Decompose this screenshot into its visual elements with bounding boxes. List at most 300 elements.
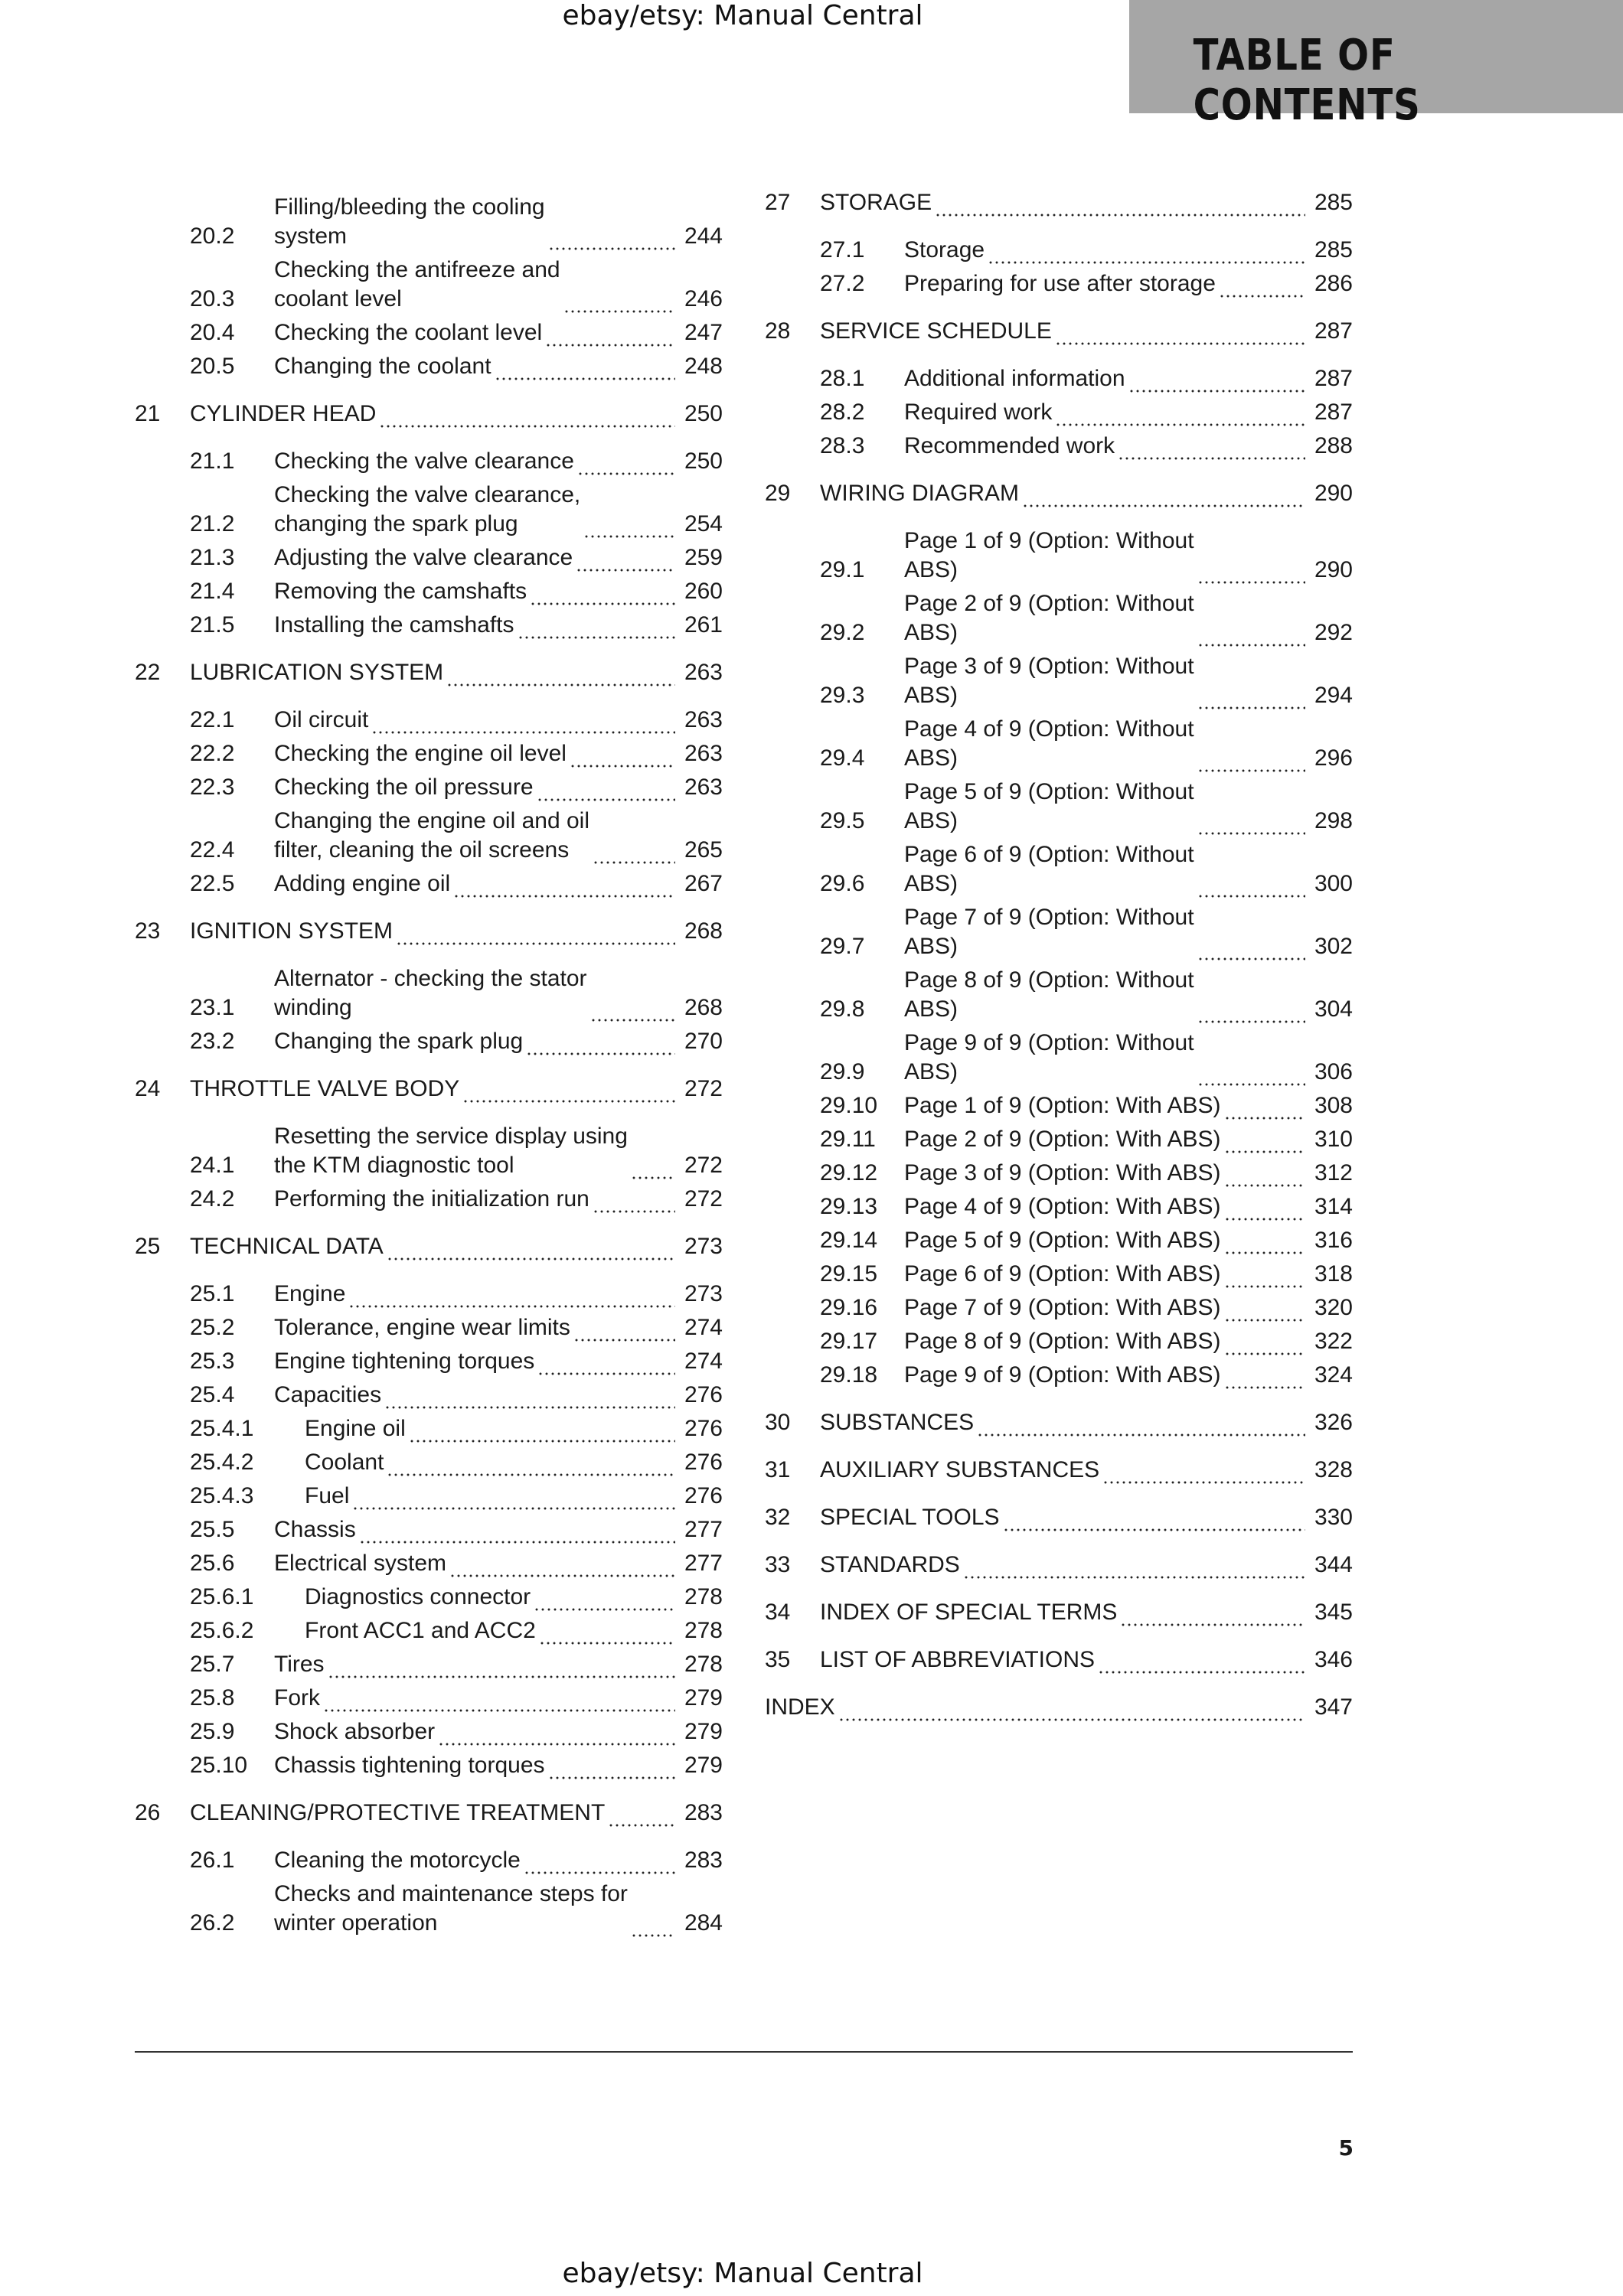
toc-entry[interactable] — [135, 1846, 723, 1875]
toc-entry-title-line: Tires — [274, 1652, 325, 1677]
toc-entry-title-line: Page 5 of 9 (Option: Without — [904, 779, 1194, 804]
toc-entry-number: 20.5 — [190, 354, 235, 379]
toc-entry[interactable] — [135, 352, 723, 381]
dot-leader — [323, 1690, 675, 1713]
toc-entry-title — [904, 966, 1308, 1024]
toc-entry-title — [904, 840, 1308, 899]
toc-entry-title — [274, 1313, 678, 1342]
toc-entry-title-line: Alternator - checking the stator — [274, 966, 587, 991]
toc-entry-page: 288 — [1314, 433, 1353, 458]
toc-entry-title — [274, 1515, 678, 1544]
toc-entry-title — [904, 715, 1308, 773]
toc-entry-number: 29.4 — [820, 745, 865, 771]
dot-leader — [526, 1033, 675, 1056]
dot-leader — [1197, 938, 1305, 961]
dot-leader — [590, 1000, 675, 1022]
toc-entry[interactable] — [765, 1693, 1353, 1722]
toc-entry[interactable] — [135, 1616, 723, 1645]
toc-entry-number: 25.6.1 — [190, 1584, 254, 1609]
toc-entry-title — [820, 479, 1308, 508]
toc-entry[interactable] — [135, 400, 723, 429]
toc-entry[interactable] — [765, 1226, 1353, 1255]
toc-entry-title — [904, 398, 1308, 427]
toc-entry[interactable] — [765, 236, 1353, 265]
toc-entry[interactable] — [765, 778, 1353, 836]
toc-entry-title-line: THROTTLE VALVE BODY — [190, 1076, 460, 1101]
toc-entry-title — [274, 256, 678, 314]
toc-entry-page: 263 — [684, 775, 723, 800]
dot-leader — [1224, 1367, 1305, 1390]
toc-right-column — [765, 188, 1353, 1740]
dot-leader — [1224, 1300, 1305, 1322]
toc-entry-page: 246 — [684, 286, 723, 311]
toc-entry-page: 318 — [1314, 1261, 1353, 1287]
toc-entry-title-line: INDEX OF SPECIAL TERMS — [820, 1600, 1118, 1625]
toc-entry-title — [274, 543, 678, 572]
dot-leader — [387, 1238, 675, 1261]
toc-entry-title — [274, 1185, 678, 1214]
toc-entry-title — [904, 589, 1308, 647]
toc-entry-title-line: Required work — [904, 400, 1053, 425]
dot-leader — [1197, 876, 1305, 899]
toc-entry[interactable] — [765, 589, 1353, 647]
toc-entry-title — [274, 352, 678, 381]
toc-entry-page: 346 — [1314, 1647, 1353, 1672]
toc-entry-title-line: Page 8 of 9 (Option: Without — [904, 967, 1194, 993]
toc-entry-number: 23 — [135, 918, 161, 944]
toc-entry-title-line: Checks and maintenance steps for — [274, 1881, 628, 1906]
toc-entry-number: 24.2 — [190, 1186, 235, 1212]
toc-entry-title — [274, 1717, 678, 1746]
toc-entry-title — [904, 778, 1308, 836]
toc-entry-title — [904, 903, 1308, 961]
toc-entry[interactable] — [135, 1232, 723, 1261]
dot-leader — [988, 242, 1305, 265]
toc-entry[interactable] — [765, 1456, 1353, 1485]
toc-entry[interactable] — [765, 1260, 1353, 1289]
toc-entry-page: 314 — [1314, 1194, 1353, 1219]
toc-entry-title — [904, 269, 1308, 298]
toc-entry-title-line: IGNITION SYSTEM — [190, 918, 394, 944]
dot-leader — [1197, 750, 1305, 773]
toc-entry-title-line: CYLINDER HEAD — [190, 401, 377, 426]
toc-entry-number: 29.13 — [820, 1194, 878, 1219]
toc-entry-title — [904, 1159, 1308, 1188]
toc-left-column — [135, 188, 723, 1938]
toc-entry-title — [274, 1347, 678, 1376]
toc-entry[interactable] — [135, 807, 723, 865]
toc-entry[interactable] — [765, 1645, 1353, 1675]
toc-entry[interactable] — [135, 1880, 723, 1938]
dot-leader — [1118, 438, 1305, 461]
toc-entry-title-line: Shock absorber — [274, 1719, 436, 1744]
toc-entry-number: 25.8 — [190, 1685, 235, 1711]
toc-entry-title — [904, 1029, 1308, 1087]
toc-entry-title-line: Installing the camshafts — [274, 612, 514, 638]
toc-entry-page: 279 — [684, 1685, 723, 1711]
toc-entry[interactable] — [135, 658, 723, 687]
toc-entry-title — [904, 364, 1308, 393]
toc-entry-title — [274, 1684, 678, 1713]
toc-entry-title — [904, 1260, 1308, 1289]
toc-entry-title-line: ABS) — [904, 745, 958, 771]
toc-entry-title — [274, 1381, 678, 1410]
toc-entry[interactable] — [135, 917, 723, 946]
toc-entry[interactable] — [135, 1482, 723, 1511]
toc-entry[interactable] — [765, 479, 1353, 508]
toc-entry-number: 25.10 — [190, 1753, 248, 1778]
toc-entry-page: 296 — [1314, 745, 1353, 771]
toc-entry-title-line: the KTM diagnostic tool — [274, 1153, 514, 1178]
toc-entry-number: 29.16 — [820, 1295, 878, 1320]
toc-entry[interactable] — [135, 1684, 723, 1713]
toc-entry-page: 259 — [684, 545, 723, 570]
toc-entry-number: 29.18 — [820, 1362, 878, 1388]
toc-entry-title — [274, 193, 678, 251]
dot-leader — [548, 1757, 675, 1780]
toc-entry-page: 261 — [684, 612, 723, 638]
toc-entry-page: 268 — [684, 995, 723, 1020]
toc-entry[interactable] — [765, 966, 1353, 1024]
watermark-bottom: ebay/etsy: Manual Central — [562, 2258, 923, 2289]
toc-entry[interactable] — [135, 318, 723, 347]
dot-leader — [1224, 1199, 1305, 1221]
toc-entry[interactable] — [135, 481, 723, 539]
toc-entry-number: 25.7 — [190, 1652, 235, 1677]
toc-entry[interactable] — [765, 1091, 1353, 1120]
toc-entry-title — [305, 1583, 678, 1612]
toc-entry-number: 22.5 — [190, 871, 235, 896]
toc-entry-title — [190, 1232, 678, 1261]
toc-entry[interactable] — [765, 364, 1353, 393]
toc-entry-number: 29.12 — [820, 1160, 878, 1186]
toc-entry-title-line: Changing the coolant — [274, 354, 491, 379]
toc-entry-title-line: Chassis tightening torques — [274, 1753, 545, 1778]
toc-entry-page: 276 — [684, 1382, 723, 1407]
toc-entry-number: 22 — [135, 660, 161, 685]
toc-entry-title-line: Resetting the service display using — [274, 1124, 628, 1149]
toc-entry-title — [274, 773, 678, 802]
toc-entry[interactable] — [135, 543, 723, 572]
toc-entry-page: 287 — [1314, 366, 1353, 391]
toc-entry[interactable] — [765, 715, 1353, 773]
toc-entry[interactable] — [765, 188, 1353, 217]
toc-entry[interactable] — [135, 1313, 723, 1342]
toc-entry[interactable] — [765, 317, 1353, 346]
toc-entry-page: 277 — [684, 1517, 723, 1542]
toc-entry-page: 324 — [1314, 1362, 1353, 1388]
toc-entry-number: 25.4 — [190, 1382, 235, 1407]
toc-entry-title-line: Checking the engine oil level — [274, 741, 567, 766]
toc-entry-page: 285 — [1314, 190, 1353, 215]
toc-entry-title-line: Removing the camshafts — [274, 579, 527, 604]
dot-leader — [577, 453, 675, 476]
toc-entry-page: 270 — [684, 1029, 723, 1054]
dot-leader — [631, 1157, 675, 1180]
toc-entry-title-line: Chassis — [274, 1517, 356, 1542]
toc-entry-title-line: Engine — [274, 1281, 346, 1306]
toc-entry-page: 254 — [684, 511, 723, 536]
toc-entry-number: 29.11 — [820, 1127, 876, 1152]
toc-entry[interactable] — [765, 1192, 1353, 1221]
dot-leader — [1224, 1266, 1305, 1289]
toc-entry[interactable] — [765, 1503, 1353, 1532]
toc-entry-title-line: filter, cleaning the oil screens — [274, 837, 570, 863]
toc-entry-title — [274, 964, 678, 1022]
dot-leader — [524, 1852, 675, 1875]
dot-leader — [1224, 1097, 1305, 1120]
toc-entry-title-line: Checking the coolant level — [274, 320, 543, 345]
toc-entry[interactable] — [135, 1122, 723, 1180]
toc-entry-page: 287 — [1314, 400, 1353, 425]
dot-leader — [537, 1353, 675, 1376]
toc-entry-page: 278 — [684, 1618, 723, 1643]
toc-entry-page: 263 — [684, 741, 723, 766]
toc-entry-page: 278 — [684, 1584, 723, 1609]
toc-entry-title-line: coolant level — [274, 286, 402, 311]
toc-entry[interactable] — [135, 256, 723, 314]
toc-entry-title — [904, 236, 1308, 265]
toc-entry-title-line: Oil circuit — [274, 707, 369, 732]
toc-entry-page: 302 — [1314, 934, 1353, 959]
toc-entry[interactable] — [135, 739, 723, 768]
toc-entry-number: 31 — [765, 1457, 791, 1482]
toc-entry-title — [274, 1027, 678, 1056]
toc-entry-title — [904, 1361, 1308, 1390]
toc-entry[interactable] — [135, 1583, 723, 1612]
toc-entry-title-line: ABS) — [904, 934, 958, 959]
toc-entry-title-line: Page 7 of 9 (Option: Without — [904, 905, 1194, 930]
toc-entry-page: 248 — [684, 354, 723, 379]
toc-entry[interactable] — [765, 1029, 1353, 1087]
toc-entry[interactable] — [765, 903, 1353, 961]
toc-entry-page: 263 — [684, 660, 723, 685]
toc-entry[interactable] — [765, 1125, 1353, 1154]
toc-entry[interactable] — [765, 1408, 1353, 1437]
toc-entry-title-line: ABS) — [904, 557, 958, 582]
toc-entry[interactable] — [135, 1717, 723, 1746]
toc-entry[interactable] — [135, 611, 723, 640]
toc-entry-number: 25.1 — [190, 1281, 235, 1306]
toc-entry[interactable] — [765, 652, 1353, 710]
dot-leader — [1055, 323, 1305, 346]
toc-entry-page: 345 — [1314, 1600, 1353, 1625]
dot-leader — [570, 745, 675, 768]
dot-leader — [396, 923, 675, 946]
toc-entry-title — [274, 807, 678, 865]
toc-entry-title — [274, 1880, 678, 1938]
toc-entry[interactable] — [765, 1159, 1353, 1188]
toc-entry[interactable] — [135, 1799, 723, 1828]
toc-entry-title — [274, 869, 678, 899]
toc-entry-title — [820, 1551, 1308, 1580]
toc-entry-title-line: Cleaning the motorcycle — [274, 1848, 521, 1873]
toc-entry-page: 273 — [684, 1234, 723, 1259]
toc-entry-number: 29.15 — [820, 1261, 878, 1287]
toc-entry-title-line: WIRING DIAGRAM — [820, 481, 1019, 506]
toc-entry-number: 30 — [765, 1410, 791, 1435]
dot-leader — [1022, 485, 1305, 508]
dot-leader — [1197, 625, 1305, 647]
toc-entry[interactable] — [765, 527, 1353, 585]
toc-entry-number: 34 — [765, 1600, 791, 1625]
toc-entry-number: 25 — [135, 1234, 161, 1259]
dot-leader — [449, 1555, 675, 1578]
toc-entry[interactable] — [135, 1280, 723, 1309]
toc-entry-title-line: winter operation — [274, 1910, 438, 1936]
toc-entry[interactable] — [765, 840, 1353, 899]
toc-entry[interactable] — [765, 269, 1353, 298]
toc-entry-title-line: Adjusting the valve clearance — [274, 545, 573, 570]
toc-entry-title-line: SPECIAL TOOLS — [820, 1505, 1000, 1530]
toc-entry[interactable] — [135, 1185, 723, 1214]
toc-entry[interactable] — [765, 1598, 1353, 1627]
toc-entry[interactable] — [135, 1549, 723, 1578]
dot-leader — [573, 1319, 675, 1342]
toc-entry-title-line: Front ACC1 and ACC2 — [305, 1618, 536, 1643]
toc-entry-number: 21.5 — [190, 612, 235, 638]
toc-entry-page: 276 — [684, 1450, 723, 1475]
toc-entry-title-line: AUXILIARY SUBSTANCES — [820, 1457, 1100, 1482]
toc-entry-title — [274, 739, 678, 768]
toc-entry[interactable] — [135, 447, 723, 476]
toc-entry-title-line: Preparing for use after storage — [904, 271, 1216, 296]
toc-entry-title-line: SUBSTANCES — [820, 1410, 975, 1435]
toc-entry-page: 290 — [1314, 481, 1353, 506]
toc-entry-number: 25.4.2 — [190, 1450, 254, 1475]
toc-entry-number: 29.17 — [820, 1329, 878, 1354]
toc-entry[interactable] — [765, 432, 1353, 461]
toc-entry-title-line: Page 1 of 9 (Option: With ABS) — [904, 1093, 1221, 1118]
toc-entry-page: 283 — [684, 1848, 723, 1873]
toc-entry-page: 347 — [1314, 1694, 1353, 1720]
toc-entry-page: 273 — [684, 1281, 723, 1306]
toc-entry[interactable] — [135, 1448, 723, 1477]
toc-entry[interactable] — [765, 1361, 1353, 1390]
toc-entry-page: 284 — [684, 1910, 723, 1936]
toc-entry[interactable] — [135, 1075, 723, 1104]
toc-entry[interactable] — [135, 577, 723, 606]
toc-entry-page: 308 — [1314, 1093, 1353, 1118]
dot-leader — [537, 779, 675, 802]
toc-entry-number: 26 — [135, 1800, 161, 1825]
toc-entry-title-line: ABS) — [904, 871, 958, 896]
toc-entry[interactable] — [135, 1381, 723, 1410]
toc-entry[interactable] — [135, 869, 723, 899]
toc-entry[interactable] — [135, 1414, 723, 1443]
dot-leader — [1224, 1232, 1305, 1255]
dot-leader — [534, 1589, 675, 1612]
toc-entry-title — [274, 1751, 678, 1780]
toc-entry-title — [274, 1650, 678, 1679]
toc-entry-page: 287 — [1314, 318, 1353, 344]
dot-leader — [1197, 562, 1305, 585]
toc-entry[interactable] — [135, 1751, 723, 1780]
toc-entry[interactable] — [135, 193, 723, 251]
toc-entry-number: 27 — [765, 190, 791, 215]
toc-entry-title-line: Fork — [274, 1685, 320, 1711]
toc-entry-page: 272 — [684, 1076, 723, 1101]
toc-entry-number: 21.3 — [190, 545, 235, 570]
dot-leader — [530, 583, 675, 606]
toc-entry-number: 29.6 — [820, 871, 865, 896]
toc-entry-title-line: Diagnostics connector — [305, 1584, 531, 1609]
toc-entry-title-line: LUBRICATION SYSTEM — [190, 660, 444, 685]
toc-entry-title-line: Coolant — [305, 1450, 384, 1475]
dot-leader — [438, 1724, 675, 1746]
dot-leader — [446, 664, 675, 687]
toc-entry-number: 24.1 — [190, 1153, 235, 1178]
toc-entry-title — [904, 527, 1308, 585]
toc-entry[interactable] — [135, 964, 723, 1022]
toc-entry-number: 23.2 — [190, 1029, 235, 1054]
toc-entry-title — [904, 1192, 1308, 1221]
toc-entry-title-line: Storage — [904, 237, 985, 263]
toc-entry-title-line: LIST OF ABBREVIATIONS — [820, 1647, 1095, 1672]
toc-entry-number: 22.2 — [190, 741, 235, 766]
dot-leader — [1219, 276, 1305, 298]
toc-entry-title-line: Page 3 of 9 (Option: With ABS) — [904, 1160, 1221, 1186]
toc-entry-title-line: Page 1 of 9 (Option: Without — [904, 528, 1194, 553]
toc-entry[interactable] — [135, 1027, 723, 1056]
toc-entry-number: 32 — [765, 1505, 791, 1530]
toc-entry-page: 279 — [684, 1753, 723, 1778]
toc-entry-title — [904, 1327, 1308, 1356]
toc-entry-title — [904, 652, 1308, 710]
toc-entry-page: 326 — [1314, 1410, 1353, 1435]
toc-entry-page: 272 — [684, 1153, 723, 1178]
toc-entry[interactable] — [765, 398, 1353, 427]
toc-entry-page: 250 — [684, 448, 723, 474]
toc-entry-title — [274, 577, 678, 606]
toc-entry-number: 20.3 — [190, 286, 235, 311]
toc-entry-number: 25.4.3 — [190, 1483, 254, 1508]
toc-entry-title-line: ABS) — [904, 620, 958, 645]
toc-entry-number: 26.1 — [190, 1848, 235, 1873]
toc-entry-title-line: Engine oil — [305, 1416, 406, 1441]
toc-entry-number: 24 — [135, 1076, 161, 1101]
dot-leader — [935, 194, 1305, 217]
toc-entry[interactable] — [135, 1347, 723, 1376]
dot-leader — [1224, 1333, 1305, 1356]
toc-entry-title-line: Page 6 of 9 (Option: With ABS) — [904, 1261, 1221, 1287]
toc-entry-title-line: winding — [274, 995, 352, 1020]
toc-entry-title — [274, 447, 678, 476]
toc-entry-number: 28.1 — [820, 366, 865, 391]
toc-entry-title — [274, 611, 678, 640]
dot-leader — [352, 1488, 675, 1511]
toc-entry-page: 244 — [684, 223, 723, 249]
toc-entry-number: 29.2 — [820, 620, 865, 645]
toc-entry-title — [765, 1693, 1308, 1722]
toc-entry[interactable] — [135, 773, 723, 802]
toc-entry[interactable] — [765, 1551, 1353, 1580]
toc-entry-page: 286 — [1314, 271, 1353, 296]
toc-entry-number: 29.14 — [820, 1228, 878, 1253]
dot-leader — [1197, 813, 1305, 836]
toc-entry[interactable] — [765, 1293, 1353, 1322]
toc-entry[interactable] — [135, 706, 723, 735]
dot-leader — [379, 406, 675, 429]
toc-entry-number: 25.3 — [190, 1349, 235, 1374]
toc-entry[interactable] — [135, 1515, 723, 1544]
toc-entry[interactable] — [135, 1650, 723, 1679]
toc-entry[interactable] — [765, 1327, 1353, 1356]
toc-entry-title — [820, 1598, 1308, 1627]
dot-leader — [518, 617, 676, 640]
toc-entry-title-line: Page 9 of 9 (Option: Without — [904, 1030, 1194, 1055]
toc-entry-number: 29.9 — [820, 1059, 865, 1084]
